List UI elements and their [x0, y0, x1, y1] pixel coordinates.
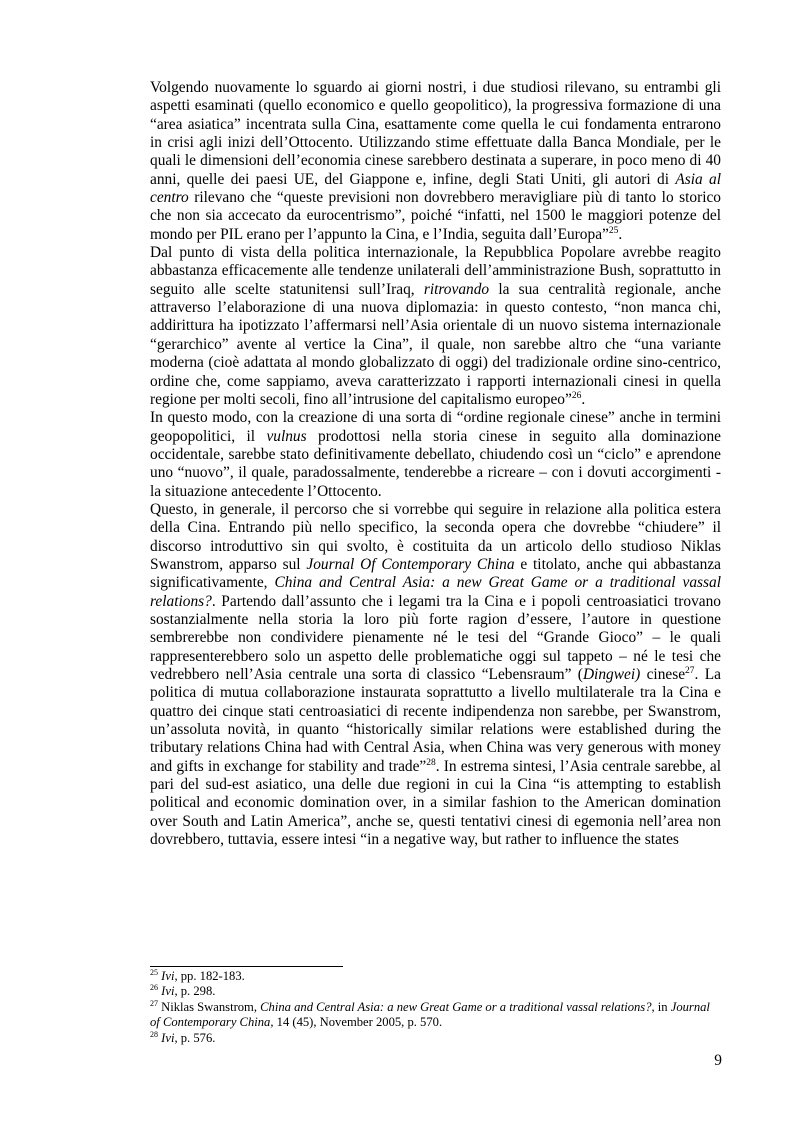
italic-run: China and Central Asia: a new Great Game or a traditional vassal relations?	[260, 999, 652, 1014]
text-run: . In estrema sintesi, l’Asia centrale sarebbe, al pari del sud-est asiatico, una delle due regioni in cui la Cina “is attempting to establish political and economic domination over, in a similar fashion to the American domination over South and Latin America”, anche se, questi tentativi cinesi di egemonia nell’area non dovrebbero, tuttavia, essere intesi “in a negative way, but rather to influence the states	[150, 757, 721, 849]
body-text	[150, 79, 721, 849]
italic-run: Dingwei)	[582, 666, 641, 683]
text-run: rilevano che “queste previsioni non dovrebbero meravigliare più di tanto lo storico che non sia accecato da eurocentrismo”, poiché “infatti, nel 1500 le maggiori potenze del mondo per PIL erano per l’appunto la Cina, e l’India, seguita dall’Europa”	[150, 189, 721, 243]
footnote-ref: 25	[150, 967, 158, 977]
footnote	[150, 984, 721, 999]
text-run: Volgendo nuovamente lo sguardo ai giorni nostri, i due studiosi rilevano, su entrambi gli aspetti esaminati (quello economico e quello geopolitico), la progressiva formazione di una “area asiatica” incentrata sulla Cina, esattamente come quella le cui fondamenta entrarono in crisi agli inizi dell’Ottocento. Utilizzando stime effettuate dalla Banca Mondiale, per le quali le dimensioni dell’economia cinese sarebbero destinata a superare, in poco meno di 40 anni, quelle dei paesi UE, del Giappone e, infine, degli Stati Uniti, gli autori di	[150, 79, 721, 188]
text-run: Niklas Swanstrom,	[158, 999, 261, 1014]
footnote-ref: 27	[685, 665, 695, 676]
page-number: 9	[714, 1052, 722, 1069]
text-run: prodottosi nella storia cinese in seguito alla dominazione occidentale, sarebbe stato definitivamente debellato, chiudendo così un “ciclo” e aprendone uno “nuovo”, il quale, paradossalmente, tenderebbe a ricreare – con i dovuti accorgimenti - la situazione antecedente l’Ottocento.	[150, 427, 721, 500]
text-run: , in	[651, 999, 671, 1014]
text-run: . La politica di mutua collaborazione instaurata soprattutto a livello multilaterale tra la Cina e quattro dei cinque stati centroasiatici di recente indipendenza non sarebbe, per Swanstrom, un’assoluta novità, in quanto “historically similar relations were established during the tributary relations China had with Central Asia, when China was very generous with money and gifts in exchange for stability and trade”	[150, 666, 721, 775]
paragraph	[150, 79, 721, 244]
text-run: .	[581, 390, 586, 408]
paragraph	[150, 501, 721, 850]
footnote-ref: 28	[150, 1029, 158, 1039]
footnote-ref: 26	[150, 983, 158, 993]
italic-run: Journal Of Contemporary China	[306, 555, 515, 573]
text-run: 14 (45), November 2005, p. 570.	[273, 1015, 443, 1030]
footnote	[150, 969, 721, 984]
footnote-ref: 26	[571, 390, 582, 401]
italic-run: China and Central Asia: a new Great Game or a traditional vassal relations?	[150, 574, 721, 610]
italic-run: Ivi	[161, 1030, 175, 1045]
footnote	[150, 1031, 721, 1046]
text-run: . Partendo dall’assunto che i legami tra la Cina e i popoli centroasiatici trovano sostanzialmente nella storia la loro più forte ragion d’essere, l’autore in questione sembrerebbe non condividere pienamente né le tesi del “Grande Gioco” – le quali rappresenterebbero solo un aspetto delle problematiche oggi sul tappeto – né le tesi che vedrebbero nell’Asia centrale una sorta di classico “Lebensraum” (	[150, 592, 721, 683]
italic-run: Ivi	[161, 969, 175, 983]
text-run: , p. 298.	[174, 984, 216, 999]
text-run: Questo, in generale, il percorso che si vorrebbe qui seguire in relazione alla politica estera della Cina. Entrando più nello specifico, la seconda opera che dovrebbe “chiudere” il discorso introduttivo sin qui svolto, è costituita da un articolo dello studioso Niklas Swanstrom, apparso sul	[150, 500, 721, 573]
text-run: , pp. 182-183.	[174, 969, 245, 983]
paragraph	[150, 409, 721, 501]
footnotes	[150, 969, 721, 1046]
footnote-ref: 28	[426, 757, 436, 768]
italic-run: ritrovando	[423, 280, 490, 298]
footnote-ref: 25	[608, 225, 619, 236]
footnote-divider	[150, 966, 343, 967]
italic-run: Asia al centro	[150, 170, 721, 207]
footnote-ref: 27	[150, 998, 158, 1008]
italic-run: Journal of Contemporary China,	[150, 999, 710, 1030]
text-run: Dal punto di vista della politica internazionale, la Repubblica Popolare avrebbe reagito abbastanza efficacemente alle tendenze unilaterali dell’amministrazione Bush, soprattutto in seguito alle scelte statunitensi sull’Iraq,	[150, 244, 721, 298]
text-run: .	[618, 225, 623, 243]
text-run: , p. 576.	[174, 1030, 216, 1045]
text-run: la sua centralità regionale, anche attraverso l’elaborazione di una nuova diplomazia: in questo contesto, “non manca chi, addirittura ha ipotizzato l’affermarsi nell’Asia orientale di un nuovo sistema internazionale “gerarchico” avente al vertice la Cina”, il quale, non sarebbe altro che “una variante moderna (cioè adattata al mondo globalizzato di oggi) del tradizionale ordine sino-centrico, ordine che, come sappiamo, aveva caratterizzato i rapporti internazionali cinesi in quella regione per molti secoli, fino all’intrusione del capitalismo europeo”	[150, 280, 721, 408]
text-run: cinese	[640, 666, 686, 683]
text-run: e titolato, anche qui abbastanza significativamente,	[150, 555, 721, 592]
italic-run: vulnus	[266, 427, 307, 445]
text-run: In questo modo, con la creazione di una sorta di “ordine regionale cinese” anche in termini geopopolitici, il	[150, 409, 721, 445]
italic-run: Ivi	[161, 984, 175, 999]
footnote	[150, 1000, 721, 1031]
paragraph	[150, 244, 721, 409]
